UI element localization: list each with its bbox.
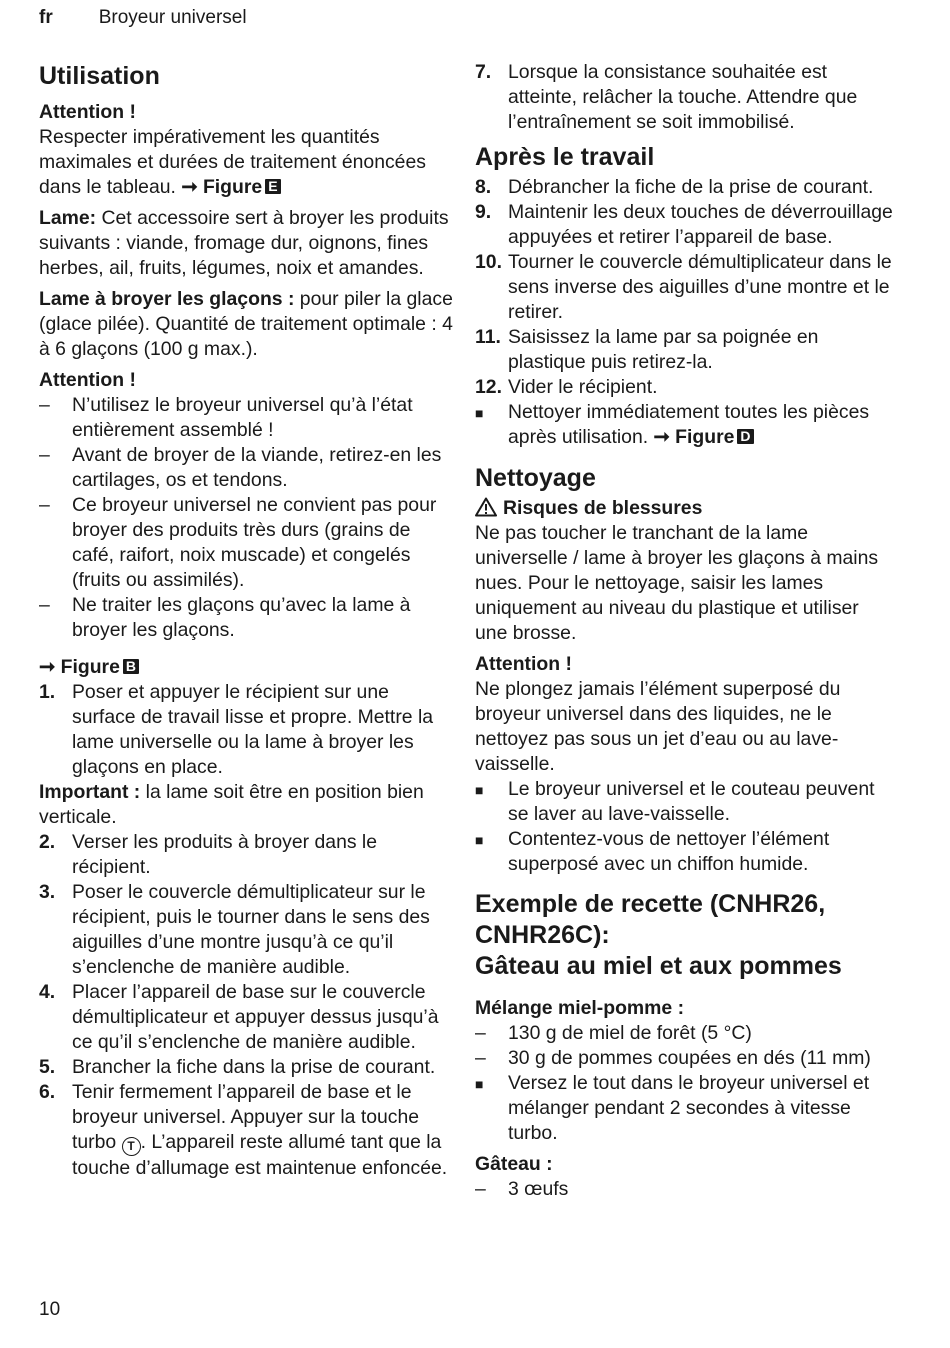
lame-label: Lame:: [39, 207, 97, 229]
arrow-right-icon: ➞: [181, 176, 198, 198]
square-bullet-icon: ■: [475, 832, 484, 848]
step-number: 6.: [39, 1081, 56, 1103]
step-number: 4.: [39, 981, 56, 1003]
important-paragraph: [39, 780, 454, 830]
list-item: [475, 777, 895, 827]
list-item-text: Versez le tout dans le broyeur universel et mélanger pendant 2 secondes à vitesse turbo.: [508, 1072, 870, 1144]
step-number: 8.: [475, 176, 492, 198]
step-number: 10.: [475, 251, 502, 273]
recipe-heading-line-2: CNHR26C):: [475, 921, 610, 949]
recipe-heading-line-3: Gâteau au miel et aux pommes: [475, 952, 842, 980]
figure-ref-e: [181, 176, 280, 198]
list-item: – Ce broyeur universel ne convient pas pour broyer des produits très durs (grains de café, raifort, noix muscade) et congelés (fruits ou assimilés).: [39, 494, 437, 591]
lame-paragraph: [39, 206, 454, 281]
step-number: 1.: [39, 681, 56, 703]
gateau-label: Gâteau :: [475, 1153, 553, 1175]
header-title: Broyeur universel: [98, 7, 247, 28]
lame-text: Cet accessoire sert à broyer les produits suivants : viande, fromage dur, oignons, fines herbes, ail, fruits, légumes, noix et amandes.: [39, 207, 449, 279]
dash-list: [39, 393, 454, 643]
figure-b-badge: B: [123, 659, 139, 674]
attention-label-2: Attention !: [39, 369, 136, 391]
step-9: [475, 200, 895, 250]
step-number: 11.: [475, 326, 501, 348]
step-text: Vider le récipient.: [508, 376, 658, 398]
warning-icon: [475, 497, 497, 517]
right-column: [475, 60, 895, 1202]
glace-label: Lame à broyer les glaçons :: [39, 288, 295, 310]
step-text-end: . L’appareil reste allumé tant que la touche d’allumage est maintenue enfoncée.: [72, 1131, 448, 1179]
step-text: Lorsque la consistance souhaitée est atteinte, relâcher la touche. Attendre que l’entraînement se soit immobilisé.: [508, 61, 858, 133]
step-text: Tenir fermement l’appareil de base et le broyeur universel. Appuyer sur la touche turbo: [72, 1081, 420, 1153]
attention-text-3: Ne plongez jamais l’élément superposé du broyeur universel dans des liquides, ne le nettoyez pas sous un jet d’eau ou au lave-vaisselle.: [475, 678, 841, 775]
list-item-text: Ne traiter les glaçons qu’avec la lame à broyer les glaçons.: [72, 594, 411, 641]
list-item-text: Ce broyeur universel ne convient pas pour broyer des produits très durs (grains de café, raifort, noix muscade) et congelés (fruits ou assimilés).: [72, 494, 437, 591]
square-bullet-icon: ■: [475, 1076, 484, 1092]
list-item: [475, 400, 895, 450]
page-header: [39, 7, 247, 29]
attention-body: Respecter impérativement les quantités maximales et durées de traitement énoncées dans le tableau.: [39, 126, 426, 198]
step-5: [39, 1055, 454, 1080]
attention-label-3: Attention !: [475, 653, 572, 675]
step-8: [475, 175, 895, 200]
list-item-text: 3 œufs: [508, 1178, 569, 1200]
step-text: Saisissez la lame par sa poignée en plastique puis retirez-la.: [508, 326, 819, 373]
step-number: 9.: [475, 201, 492, 223]
heading-utilisation: Utilisation: [39, 62, 160, 90]
step-text: Verser les produits à broyer dans le récipient.: [72, 831, 378, 878]
step-text: Placer l’appareil de base sur le couvercle démultiplicateur et appuyer dessus jusqu’à ce qu’il s’enclenche de manière audible.: [72, 981, 439, 1053]
figure-word: Figure: [60, 656, 120, 678]
arrow-right-icon: ➞: [39, 656, 56, 678]
list-item: – 130 g de miel de forêt (5 °C): [475, 1022, 752, 1044]
step-2: [39, 830, 454, 880]
heading-apres-travail: Après le travail: [475, 143, 655, 171]
melange-label: Mélange miel-pomme :: [475, 997, 685, 1019]
figure-e-badge: E: [265, 179, 280, 194]
arrow-right-icon: ➞: [653, 426, 670, 448]
step-number: 5.: [39, 1056, 56, 1078]
figure-d-badge: D: [737, 429, 753, 444]
figure-word: Figure: [202, 176, 263, 198]
step-text: Débrancher la fiche de la prise de courant.: [508, 176, 874, 198]
list-item: – 3 œufs: [475, 1178, 569, 1200]
step-6: [39, 1080, 454, 1181]
step-number: 3.: [39, 881, 56, 903]
page-number: 10: [39, 1299, 61, 1320]
figure-ref-b: [39, 655, 454, 680]
list-item-text: Contentez-vous de nettoyer l’élément superposé avec un chiffon humide.: [508, 828, 830, 875]
list-item: [475, 1071, 895, 1146]
step-text: Maintenir les deux touches de déverrouillage appuyées et retirer l’appareil de base.: [508, 201, 893, 248]
step-number: 2.: [39, 831, 56, 853]
step-12: [475, 375, 895, 400]
attention-label: Attention !: [39, 101, 136, 123]
step-text: Poser le couvercle démultiplicateur sur le récipient, puis le tourner dans le sens des aiguilles d’une montre jusqu’à ce qu’il s’enclenche de manière audible.: [72, 881, 430, 978]
list-item: [475, 827, 895, 877]
risk-label: Risques de blessures: [503, 497, 703, 519]
risk-text: Ne pas toucher le tranchant de la lame universelle / lame à broyer les glaçons à mains nues. Pour le nettoyage, saisir les lames uniquement au niveau du plastique et utiliser une brosse.: [475, 522, 879, 644]
glace-text: pour piler la glace (glace pilée). Quantité de traitement optimale : 4 à 6 glaçons (100 g max.).: [39, 288, 453, 360]
step-text: Poser et appuyer le récipient sur une surface de travail lisse et propre. Mettre la lame universelle ou la lame à broyer les glaçons en place.: [72, 681, 434, 778]
risk-heading: [475, 496, 895, 521]
list-item-text: 30 g de pommes coupées en dés (11 mm): [508, 1047, 871, 1069]
step-4: [39, 980, 454, 1055]
important-label: Important :: [39, 781, 141, 803]
list-item: – N’utilisez le broyeur universel qu’à l’état entièrement assemblé !: [39, 394, 413, 441]
left-column: [39, 60, 454, 1181]
figure-ref-d: [654, 426, 754, 448]
step-number: 7.: [475, 61, 492, 83]
list-item: – Ne traiter les glaçons qu’avec la lame à broyer les glaçons.: [39, 594, 411, 641]
heading-recipe: [475, 889, 895, 982]
step-text: Tourner le couvercle démultiplicateur dans le sens inverse des aiguilles d’une montre et le retirer.: [508, 251, 892, 323]
turbo-button-icon: T: [122, 1137, 141, 1156]
step-11: [475, 325, 895, 375]
square-bullet-icon: ■: [475, 405, 484, 421]
list-item-text: Nettoyer immédiatement toutes les pièces après utilisation.: [508, 401, 870, 448]
step-10: [475, 250, 895, 325]
attention-text: [39, 125, 454, 200]
glace-paragraph: [39, 287, 454, 362]
list-item-text: Le broyeur universel et le couteau peuvent se laver au lave-vaisselle.: [508, 778, 875, 825]
important-text: la lame soit être en position bien verticale.: [39, 781, 424, 828]
heading-nettoyage: Nettoyage: [475, 464, 596, 492]
list-item: – 30 g de pommes coupées en dés (11 mm): [475, 1047, 871, 1069]
step-number: 12.: [475, 376, 502, 398]
step-1: [39, 680, 454, 780]
step-text: Brancher la fiche dans la prise de courant.: [72, 1056, 436, 1078]
list-item: – Avant de broyer de la viande, retirez-en les cartilages, os et tendons.: [39, 444, 442, 491]
list-item-text: 130 g de miel de forêt (5 °C): [508, 1022, 752, 1044]
square-bullet-icon: ■: [475, 782, 484, 798]
language-code: fr: [39, 7, 53, 28]
list-item-text: Avant de broyer de la viande, retirez-en les cartilages, os et tendons.: [72, 444, 442, 491]
step-7: [475, 60, 895, 135]
figure-word: Figure: [675, 426, 735, 448]
step-3: [39, 880, 454, 980]
list-item-text: N’utilisez le broyeur universel qu’à l’état entièrement assemblé !: [72, 394, 413, 441]
recipe-heading-line-1: Exemple de recette (CNHR26,: [475, 890, 826, 918]
